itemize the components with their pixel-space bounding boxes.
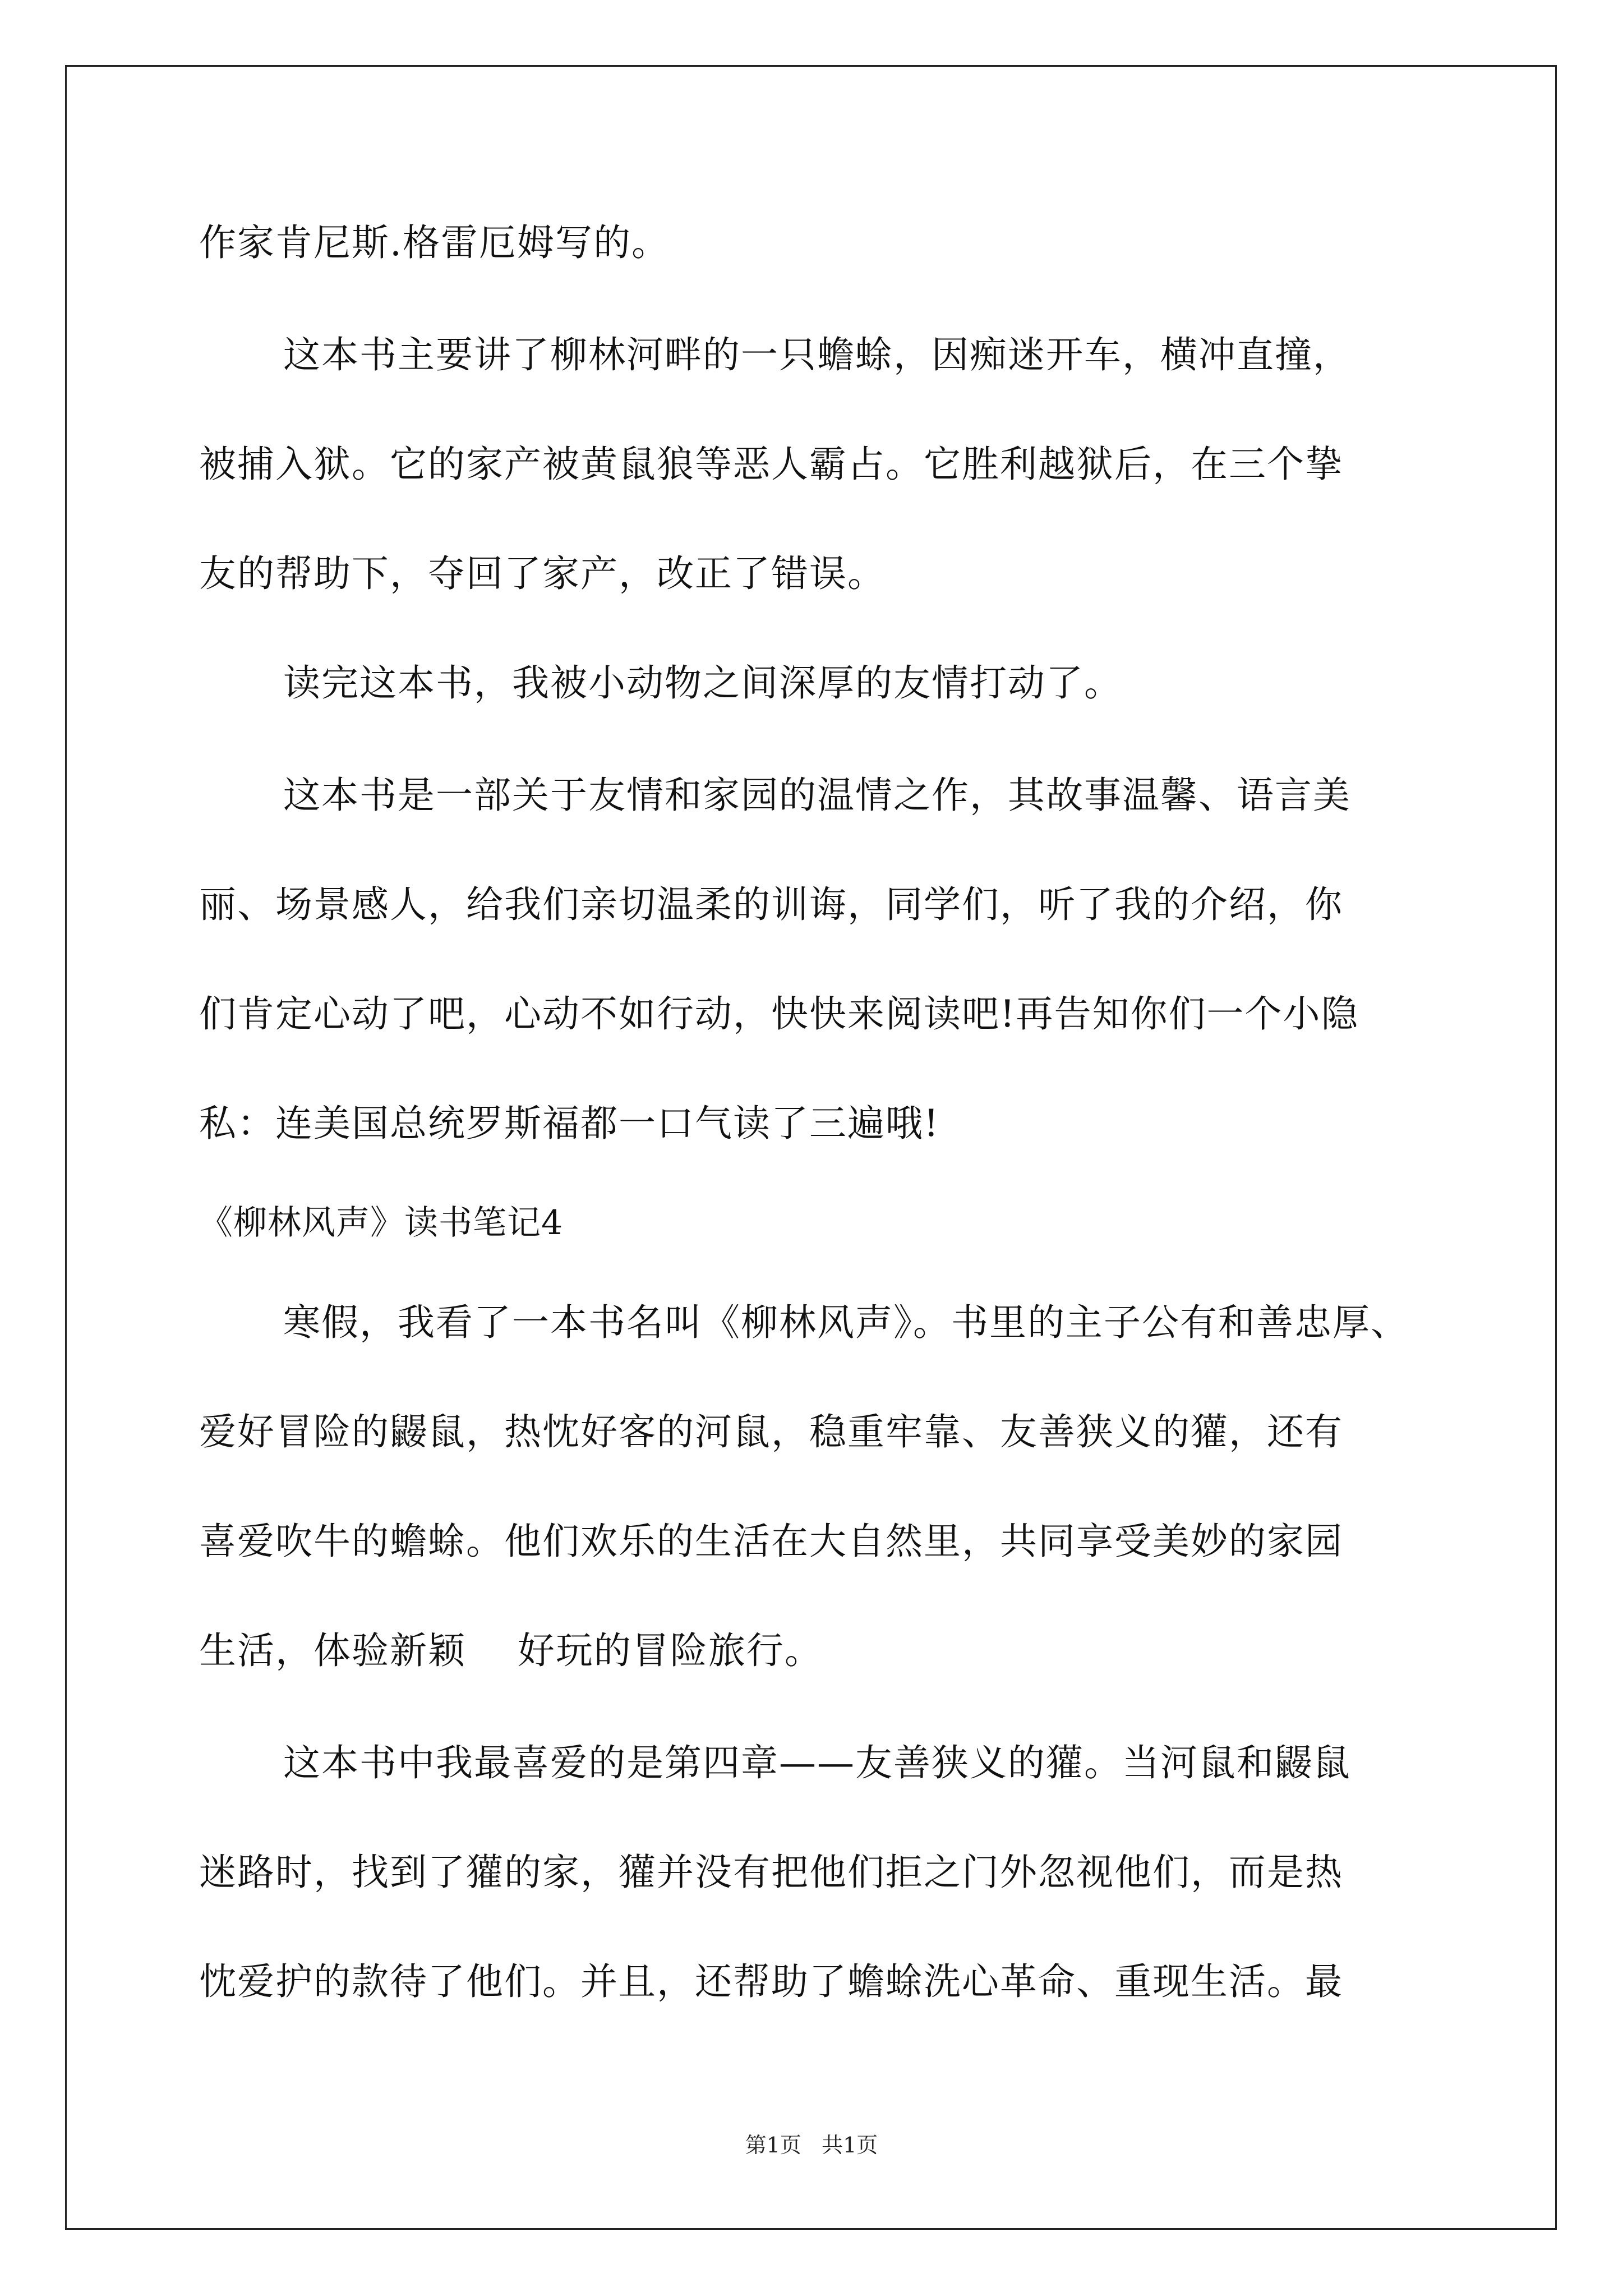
paragraph-line: 这本书是一部关于友情和家园的温情之作，其故事温馨、语言美 bbox=[283, 774, 1351, 817]
paragraph-line: 友的帮助下，夺回了家产，改正了错误。 bbox=[199, 552, 886, 595]
paragraph-line: 读完这本书，我被小动物之间深厚的友情打动了。 bbox=[283, 661, 1122, 705]
paragraph-line: 忱爱护的款待了他们。并且，还帮助了蟾蜍洗心革命、重现生活。最 bbox=[199, 1960, 1343, 2003]
paragraph-line: 爱好冒险的鼹鼠，热忱好客的河鼠，稳重牢靠、友善狭义的獾，还有 bbox=[199, 1410, 1343, 1453]
paragraph-line: 生活，体验新颖 好玩的冒险旅行。 bbox=[199, 1629, 823, 1672]
paragraph-line: 被捕入狱。它的家产被黄鼠狼等恶人霸占。它胜利越狱后，在三个挚 bbox=[199, 443, 1343, 486]
paragraph-line: 寒假，我看了一本书名叫《柳林风声》。书里的主子公有和善忠厚、 bbox=[283, 1301, 1409, 1344]
page-footer: 第1页 共1页 bbox=[745, 2133, 878, 2157]
paragraph-line: 这本书中我最喜爱的是第四章——友善狭义的獾。当河鼠和鼹鼠 bbox=[283, 1741, 1351, 1784]
paragraph-line: 丽、场景感人，给我们亲切温柔的训诲，同学们，听了我的介绍，你 bbox=[199, 883, 1343, 926]
paragraph-line: 们肯定心动了吧，心动不如行动，快快来阅读吧!再告知你们一个小隐 bbox=[199, 992, 1359, 1036]
paragraph-line: 这本书主要讲了柳林河畔的一只蟾蜍，因痴迷开车，横冲直撞， bbox=[283, 333, 1351, 376]
paragraph-line: 迷路时，找到了獾的家，獾并没有把他们拒之门外忽视他们，而是热 bbox=[199, 1851, 1343, 1894]
paragraph-line: 私：连美国总统罗斯福都一口气读了三遍哦! bbox=[199, 1102, 940, 1145]
section-heading: 《柳林风声》读书笔记4 bbox=[199, 1203, 564, 1243]
paragraph-line: 作家肯尼斯.格雷厄姆写的。 bbox=[199, 221, 670, 264]
page-border bbox=[65, 65, 1557, 2230]
paragraph-line: 喜爱吹牛的蟾蜍。他们欢乐的生活在大自然里，共同享受美妙的家园 bbox=[199, 1520, 1343, 1563]
